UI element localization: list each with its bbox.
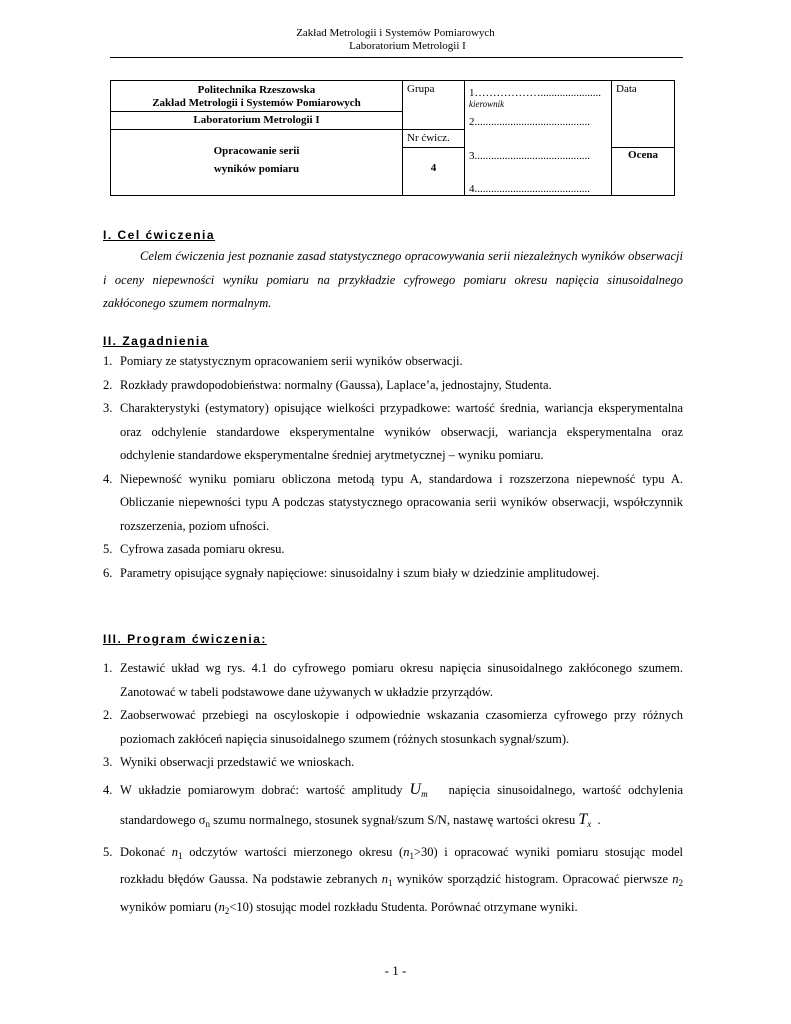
list-item: 1. Pomiary ze statystycznym opracowaniem serii wyników obserwacji.	[103, 354, 463, 368]
nr-label-cell	[403, 130, 465, 148]
kierownik-label: kierownik	[469, 99, 505, 109]
exercise-title-cell	[111, 130, 403, 196]
page-number: - 1 -	[384, 963, 407, 978]
title-box-table	[110, 80, 675, 196]
list-item: 1. Zestawić układ wg rys. 4.1 do cyfrowego pomiaru okresu napięcia sinusoidalnego zakłóconego szumem. Zanotować w tabeli podstawowe dane używanych w układzie przyrządów.	[103, 661, 683, 699]
institution-cell	[111, 81, 403, 112]
exercise-number: 4	[403, 148, 465, 196]
list-item: 5. Dokonać $n_1$ odczytów wartości mierzonego okresu $(n_1>30)$ i opracować wyniki pomiaru stosując model rozkładu błędów Gaussa. Na podstawie zebranych $n_1$ wyników sporządzić histogram. Opracować pierwsze $n_2$ wyników pomiaru $(n_2<10)$ stosując model rozkładu Studenta. Porównać otrzymane wyniki.	[103, 844, 684, 916]
n-subscript: 1	[409, 850, 414, 861]
period-subscript: x	[587, 818, 592, 829]
member-3-line: 3..........................................	[469, 150, 590, 162]
n-symbol: n	[381, 872, 388, 886]
institution-name: Politechnika Rzeszowska	[197, 84, 316, 96]
list-item: 3. Charakterystyki (estymatory) opisujące wielkości przypadkowe: wartość średnia, wariancja eksperymentalna oraz odchylenie standardowe eksperymentalne wyników obserwacji, wariancja eksperymentalna oraz odchylenie standardowe eksperymentalne średniej arytmetycznej – wyniku pomiaru.	[103, 401, 683, 462]
item5-text-c: >30) i opracować wyniki pomiaru stosując model rozkładu błędów Gaussa. Na podstawie zebranych	[120, 844, 684, 886]
n-symbol: n	[403, 844, 410, 859]
section-2-list	[103, 350, 683, 585]
nr-label: Nr ćwicz.	[407, 132, 450, 144]
member-4-line: 4..........................................	[469, 183, 590, 195]
item4-text-b: napięcia sinusoidalnego, wartość odchylenia standardowego	[120, 782, 684, 827]
list-item-text: Zestawić układ wg rys. 4.1 do cyfrowego pomiaru okresu napięcia sinusoidalnego zakłóconego szumem. Zanotować w tabeli podstawowe dane używanych w układzie przyrządów.	[120, 661, 683, 699]
n-symbol: n	[171, 844, 179, 859]
list-item-text: Cyfrowa zasada pomiaru okresu.	[120, 542, 285, 556]
data-label: Data	[616, 83, 637, 95]
department-name: Zakład Metrologii i Systemów Pomiarowych	[152, 97, 361, 109]
running-header	[0, 27, 791, 53]
section-3-heading: III. Program ćwiczenia:	[103, 632, 267, 646]
section-1-text	[103, 245, 683, 316]
item5-text-e: wyników pomiaru (	[120, 899, 219, 914]
list-item: 2. Zaobserwować przebiegi na oscyloskopie i odpowiednie wskazania czasomierza cyfrowego przy różnych poziomach zakłóceń napięcia sinusoidalnego szumem (różnych stosunkach sygnał/szum).	[103, 708, 683, 746]
list-item: 5. Cyfrowa zasada pomiaru okresu.	[103, 542, 285, 556]
item5-text-a: Dokonać	[120, 844, 166, 859]
n-subscript: 2	[678, 878, 684, 888]
list-item: 4. W układzie pomiarowym dobrać: wartość amplitudy $U_m$ napięcia sinusoidalnego, wartość odchylenia standardowego $\sigma_n$ szumu normalnego, stosunek sygnał/szum S/N, nastawę wartości okresu $T_x$ .	[103, 780, 684, 829]
list-item-text: Zaobserwować przebiegi na oscyloskopie i odpowiednie wskazania czasomierza cyfrowego przy różnych poziomach zakłóceń napięcia sinusoidalnego szumem (różnych stosunkach sygnał/szum).	[120, 708, 683, 746]
item4-text-end: .	[597, 812, 601, 827]
n-subscript: 1	[178, 850, 183, 861]
header-rule	[110, 57, 683, 58]
n-symbol: n	[218, 899, 225, 914]
amplitude-subscript: m	[421, 788, 428, 799]
ocena-cell	[612, 148, 675, 196]
list-item-text: Pomiary ze statystycznym opracowaniem serii wyników obserwacji.	[120, 354, 463, 368]
member-1-line: 1………………......................	[469, 87, 601, 99]
list-item-text: Niepewność wyniku pomiaru obliczona metodą typu A, standardowa i rozszerzona niepewność typu A. Obliczanie niepewności typu A podczas statystycznego opracowania serii wyników obserwacji, współczynnik rozszerzenia, poziom ufności.	[120, 471, 683, 533]
list-item-text: Rozkłady prawdopodobieństwa: normalny (Gaussa), Laplace’a, jednostajny, Studenta.	[120, 377, 552, 392]
list-item-text: Charakterystyki (estymatory) opisujące wielkości przypadkowe: wartość średnia, wariancja eksperymentalna oraz odchylenie standardowe eksperymentalne wyników obserwacji, wariancja eksperymentalna oraz odchylenie standardowe eksperymentalne średniej arytmetycznej – wyniku pomiaru.	[120, 401, 683, 462]
header-line-2: Laboratorium Metrologii I	[349, 40, 466, 52]
section-1-paragraph: Celem ćwiczenia jest poznanie zasad statystycznego opracowywania serii niezależnych wyników obserwacji i oceny niepewności wyniku pomiaru na przykładzie cyfrowego pomiaru okresu napięcia sinusoidalnego zakłóconego szumem normalnym.	[103, 249, 683, 310]
sigma-symbol: σ	[198, 812, 206, 827]
list-item: 6. Parametry opisujące sygnały napięciowe: sinusoidalny i szum biały w dziedzinie amplitudowej.	[103, 565, 600, 580]
n-subscript: 2	[224, 905, 230, 916]
item4-text-c: szumu normalnego, stosunek sygnał/szum S/N, nastawę wartości okresu	[213, 812, 576, 827]
list-item-text: Parametry opisujące sygnały napięciowe: sinusoidalny i szum biały w dziedzinie amplitudowej.	[120, 565, 600, 580]
grupa-label: Grupa	[407, 83, 435, 95]
lab-name-cell: Laboratorium Metrologii I	[111, 112, 403, 130]
grupa-cell	[403, 81, 465, 130]
data-cell	[612, 81, 675, 148]
exercise-title-line-1: Opracowanie serii	[213, 145, 300, 157]
header-line-1: Zakład Metrologii i Systemów Pomiarowych	[296, 27, 495, 39]
item5-text-d: wyników sporządzić histogram. Opracować pierwsze	[396, 872, 669, 886]
section-3-list	[103, 657, 683, 923]
n-symbol: n	[672, 872, 679, 886]
section-2-heading: II. Zagadnienia	[103, 334, 209, 348]
list-item-text: Wyniki obserwacji przedstawić we wnioskach.	[120, 755, 355, 769]
member-2-line: 2..........................................	[469, 116, 590, 128]
period-symbol: T	[578, 810, 588, 828]
item4-text-a: W układzie pomiarowym dobrać: wartość amplitudy	[120, 782, 403, 797]
ocena-label: Ocena	[628, 149, 658, 161]
section-1-heading: I. Cel ćwiczenia	[103, 228, 216, 242]
list-item: 4. Niepewność wyniku pomiaru obliczona metodą typu A, standardowa i rozszerzona niepewność typu A. Obliczanie niepewności typu A podczas statystycznego opracowania serii wyników obserwacji, współczynnik rozszerzenia, poziom ufności.	[103, 471, 683, 533]
members-cell	[465, 81, 612, 196]
n-subscript: 1	[387, 878, 393, 888]
item5-text-b: odczytów wartości mierzonego okresu (	[189, 844, 404, 859]
exercise-title-line-2: wyników pomiaru	[213, 163, 300, 175]
item5-text-f: <10) stosując model rozkładu Studenta. Porównać otrzymane wyniki.	[229, 899, 578, 914]
list-item: 3. Wyniki obserwacji przedstawić we wnioskach.	[103, 755, 355, 769]
sigma-subscript: n	[205, 818, 211, 829]
amplitude-symbol: U	[409, 780, 422, 798]
list-item: 2. Rozkłady prawdopodobieństwa: normalny (Gaussa), Laplace’a, jednostajny, Studenta.	[103, 377, 552, 392]
